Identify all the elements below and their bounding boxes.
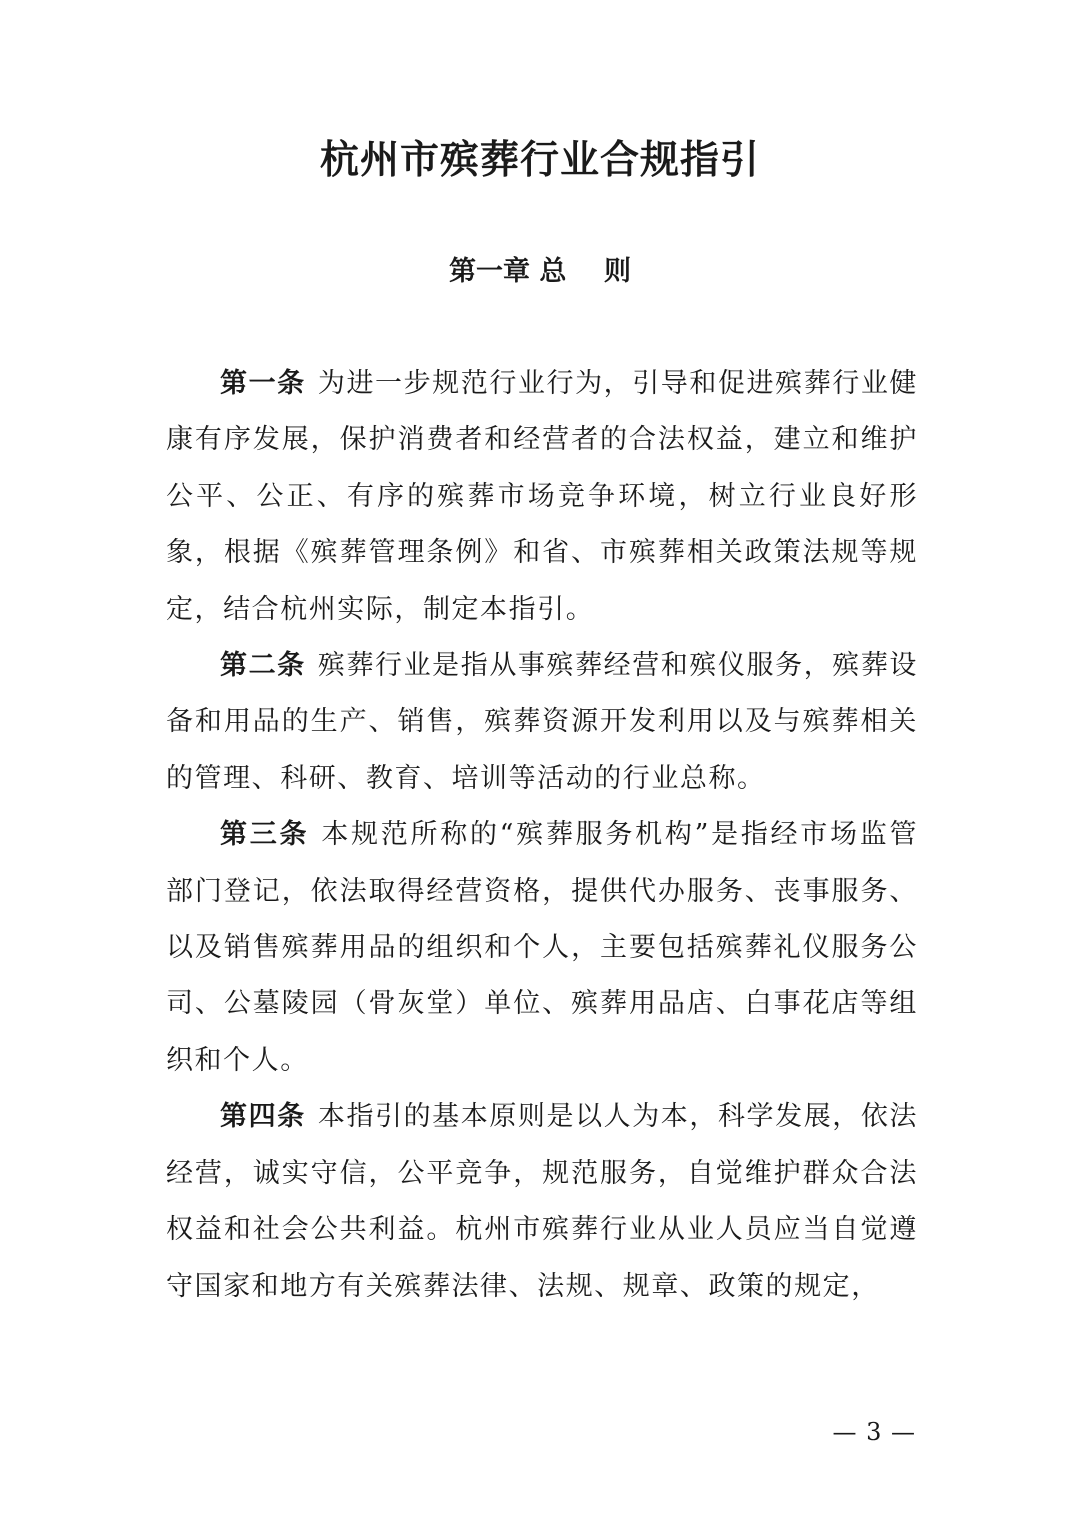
- article-label: 第一条: [220, 368, 306, 399]
- article-text: 本规范所称的“殡葬服务机构”是指经市场监管部门登记，依法取得经营资格，提供代办服务、丧事服务、以及销售殡葬用品的组织和个人，主要包括殡葬礼仪服务公司、公墓陵园（骨灰堂）单位、殡葬用品店、白事花店等组织和个人。: [166, 819, 919, 1076]
- article-2: [166, 638, 918, 807]
- article-text: 殡葬行业是指从事殡葬经营和殡仪服务，殡葬设备和用品的生产、销售，殡葬资源开发利用以及与殡葬相关的管理、科研、教育、培训等活动的行业总称。: [166, 650, 918, 794]
- article-1: [166, 356, 918, 638]
- article-text: 本指引的基本原则是以人为本，科学发展，依法经营，诚实守信，公平竞争，规范服务，自觉维护群众合法权益和社会公共利益。杭州市殡葬行业从业人员应当自觉遵守国家和地方有关殡葬法律、法规、规章、政策的规定，: [166, 1101, 918, 1302]
- document-title: 杭州市殡葬行业合规指引: [319, 137, 760, 183]
- chapter-heading: 第一章 总 则: [449, 256, 631, 287]
- article-text: 为进一步规范行业行为，引导和促进殡葬行业健康有序发展，保护消费者和经营者的合法权益，建立和维护公平、公正、有序的殡葬市场竞争环境，树立行业良好形象，根据《殡葬管理条例》和省、市殡葬相关政策法规等规定，结合杭州实际，制定本指引。: [166, 368, 918, 625]
- page-number: — 3 —: [832, 1418, 916, 1446]
- article-label: 第四条: [220, 1101, 306, 1133]
- article-3: [166, 807, 918, 1089]
- article-label: 第三条: [220, 819, 310, 851]
- article-label: 第二条: [220, 650, 306, 682]
- article-4: [166, 1089, 918, 1315]
- document-body: [166, 356, 918, 1315]
